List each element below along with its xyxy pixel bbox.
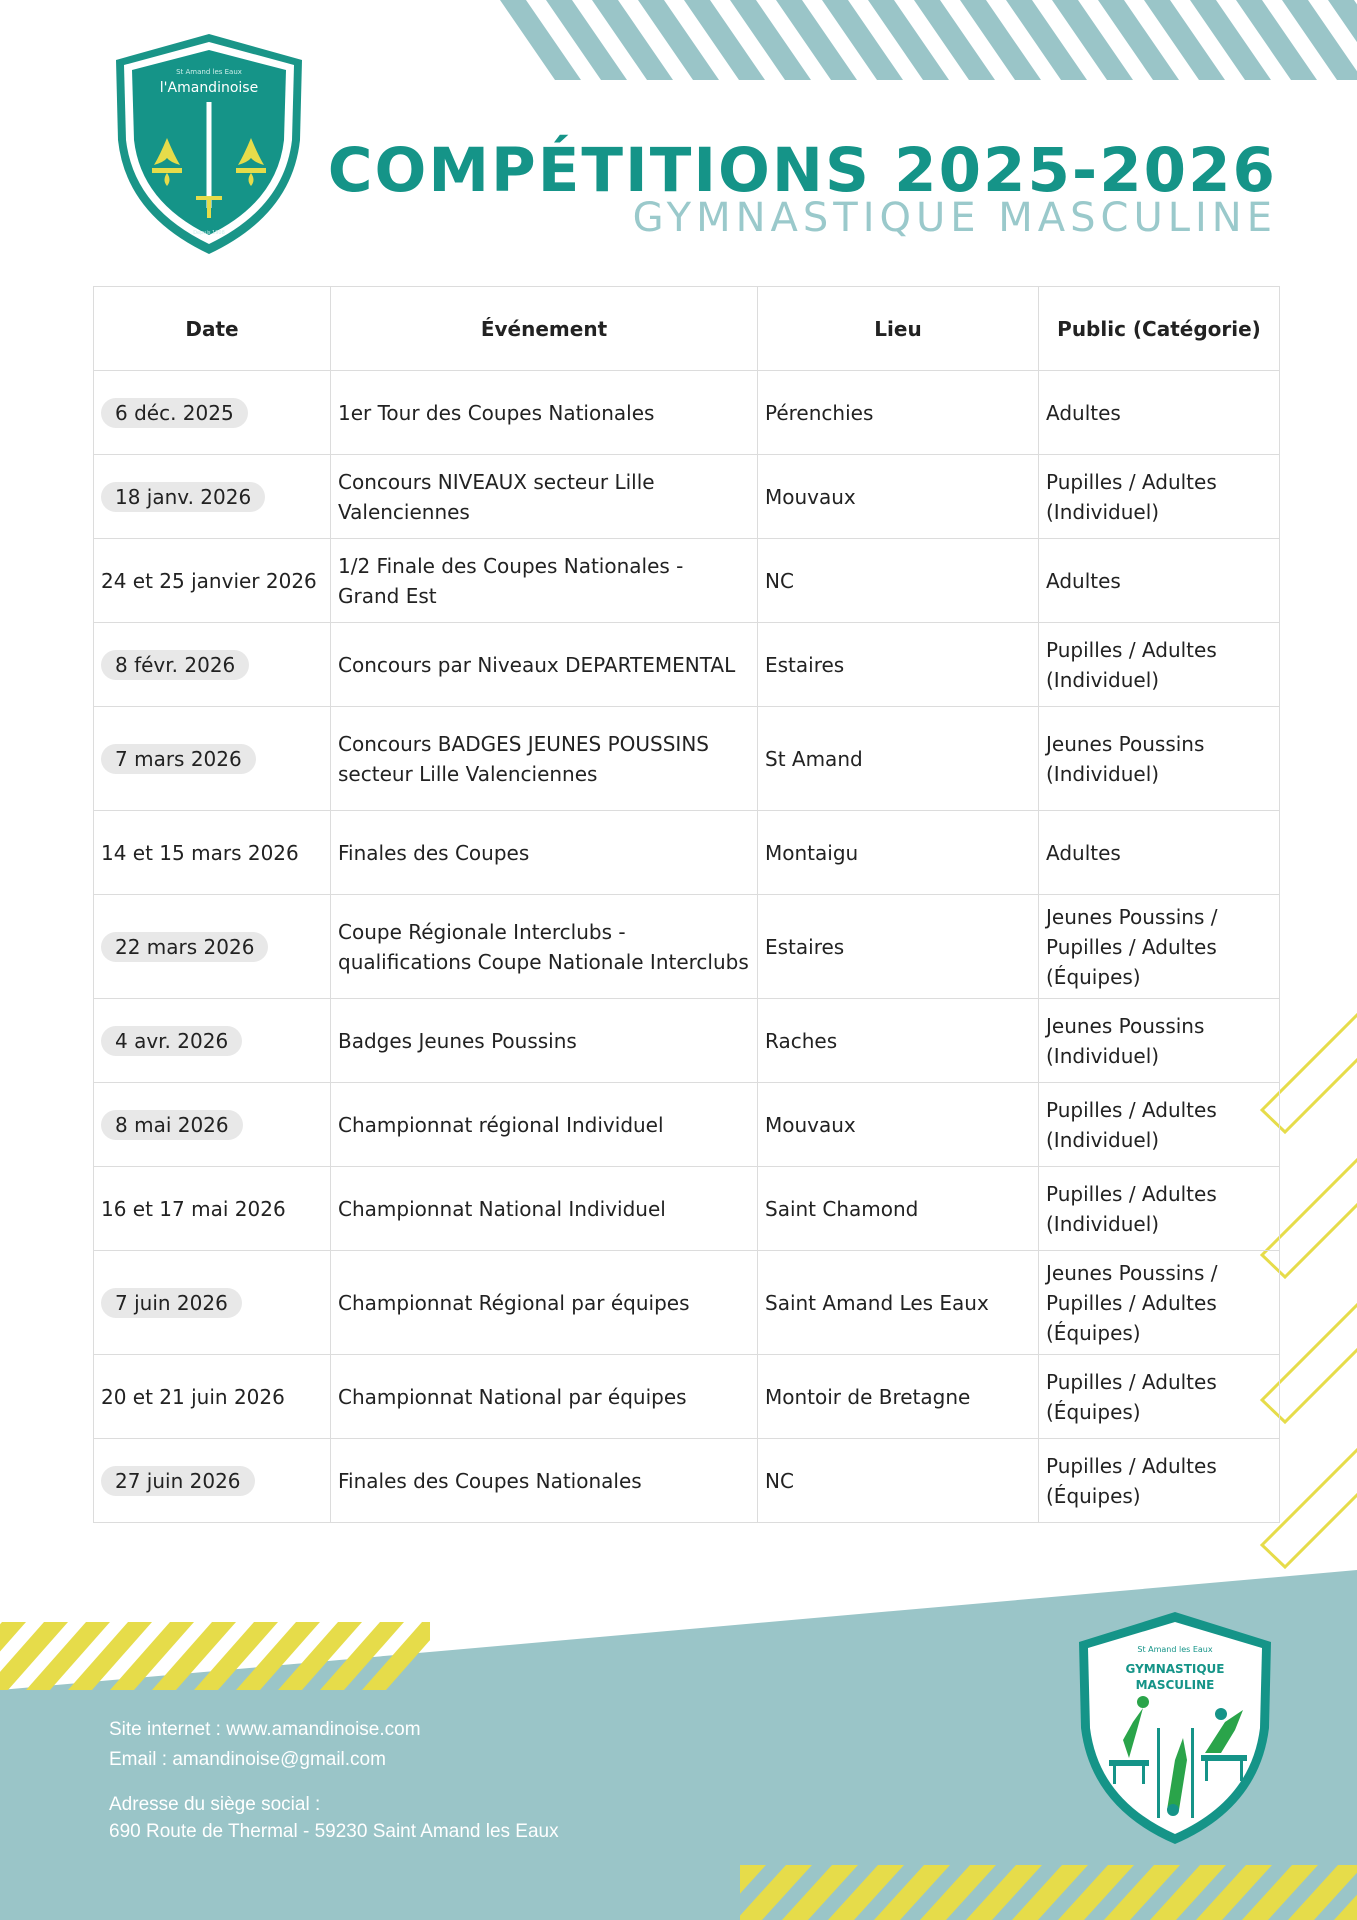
date-text: 8 mai 2026 <box>101 1110 243 1140</box>
competitions-table <box>93 286 1280 1523</box>
table-row <box>94 895 1280 999</box>
cell-place: Montaigu <box>758 811 1039 895</box>
date-text: 6 déc. 2025 <box>101 398 248 428</box>
cell-date <box>94 895 331 999</box>
cell-event: 1/2 Finale des Coupes Nationales - Grand Est <box>331 539 758 623</box>
cell-event: Concours par Niveaux DEPARTEMENTAL <box>331 623 758 707</box>
date-text: 7 juin 2026 <box>101 1288 242 1318</box>
cell-place: Pérenchies <box>758 371 1039 455</box>
cell-event: Championnat National Individuel <box>331 1167 758 1251</box>
cell-place: Montoir de Bretagne <box>758 1355 1039 1439</box>
date-text: 24 et 25 janvier 2026 <box>101 568 317 593</box>
cell-place: NC <box>758 1439 1039 1523</box>
table-header-row <box>94 287 1280 371</box>
cell-date <box>94 999 331 1083</box>
cell-event: Concours NIVEAUX secteur Lille Valenciennes <box>331 455 758 539</box>
logo-bottom-top-text: St Amand les Eaux <box>1137 1645 1213 1654</box>
table-row <box>94 1439 1280 1523</box>
table-row <box>94 1167 1280 1251</box>
cell-public: Pupilles / Adultes (Équipes) <box>1039 1439 1280 1523</box>
cell-event: Badges Jeunes Poussins <box>331 999 758 1083</box>
cell-public: Pupilles / Adultes (Individuel) <box>1039 1083 1280 1167</box>
logo-bottom-text: Depuis 1908 <box>193 230 225 236</box>
date-text: 18 janv. 2026 <box>101 482 265 512</box>
table-row <box>94 623 1280 707</box>
cell-date <box>94 1251 331 1355</box>
date-text: 20 et 21 juin 2026 <box>101 1384 285 1409</box>
logo-line-2: MASCULINE <box>1135 1678 1215 1692</box>
footer-address: 690 Route de Thermal - 59230 Saint Amand les Eaux <box>109 1821 559 1842</box>
cell-place: St Amand <box>758 707 1039 811</box>
cell-public: Pupilles / Adultes (Individuel) <box>1039 623 1280 707</box>
cell-public: Pupilles / Adultes (Individuel) <box>1039 1167 1280 1251</box>
footer-address-label: Adresse du siège social : <box>109 1794 321 1815</box>
page-subtitle: GYMNASTIQUE MASCULINE <box>632 195 1277 241</box>
table-row <box>94 999 1280 1083</box>
cell-place: Estaires <box>758 623 1039 707</box>
table-row <box>94 1083 1280 1167</box>
column-header-place: Lieu <box>758 287 1039 371</box>
table-row <box>94 371 1280 455</box>
cell-place: Saint Chamond <box>758 1167 1039 1251</box>
cell-public: Pupilles / Adultes (Équipes) <box>1039 1355 1280 1439</box>
date-text: 4 avr. 2026 <box>101 1026 242 1056</box>
cell-public: Pupilles / Adultes (Individuel) <box>1039 455 1280 539</box>
cell-event: Coupe Régionale Interclubs - qualifications Coupe Nationale Interclubs <box>331 895 758 999</box>
table-row <box>94 1251 1280 1355</box>
cell-date <box>94 707 331 811</box>
cell-place: Raches <box>758 999 1039 1083</box>
table-row <box>94 455 1280 539</box>
cell-public: Jeunes Poussins (Individuel) <box>1039 707 1280 811</box>
gymnastics-logo <box>1075 1610 1275 1846</box>
cell-public: Adultes <box>1039 811 1280 895</box>
cell-public: Adultes <box>1039 371 1280 455</box>
cell-place: NC <box>758 539 1039 623</box>
club-logo <box>112 30 306 258</box>
logo-top-text: St Amand les Eaux <box>176 68 242 76</box>
column-header-event: Événement <box>331 287 758 371</box>
date-text: 14 et 15 mars 2026 <box>101 840 299 865</box>
footer-website: Site internet : www.amandinoise.com <box>109 1719 421 1740</box>
cell-event: Finales des Coupes <box>331 811 758 895</box>
top-stripes-decoration <box>500 0 1357 82</box>
cell-date <box>94 371 331 455</box>
cell-public: Jeunes Poussins / Pupilles / Adultes (Équipes) <box>1039 1251 1280 1355</box>
cell-event: Championnat régional Individuel <box>331 1083 758 1167</box>
date-text: 7 mars 2026 <box>101 744 256 774</box>
column-header-date: Date <box>94 287 331 371</box>
cell-place: Estaires <box>758 895 1039 999</box>
footer-email: Email : amandinoise@gmail.com <box>109 1749 386 1770</box>
cell-event: Concours BADGES JEUNES POUSSINS secteur Lille Valenciennes <box>331 707 758 811</box>
cell-place: Mouvaux <box>758 1083 1039 1167</box>
table-row <box>94 1355 1280 1439</box>
cell-date <box>94 1167 331 1251</box>
cell-date <box>94 811 331 895</box>
cell-place: Saint Amand Les Eaux <box>758 1251 1039 1355</box>
date-text: 27 juin 2026 <box>101 1466 255 1496</box>
cell-date <box>94 1355 331 1439</box>
date-text: 22 mars 2026 <box>101 932 268 962</box>
table-row <box>94 539 1280 623</box>
cell-public: Jeunes Poussins / Pupilles / Adultes (Équipes) <box>1039 895 1280 999</box>
cell-event: Championnat National par équipes <box>331 1355 758 1439</box>
cell-event: Championnat Régional par équipes <box>331 1251 758 1355</box>
table-row <box>94 707 1280 811</box>
cell-place: Mouvaux <box>758 455 1039 539</box>
cell-date <box>94 455 331 539</box>
page-title: COMPÉTITIONS 2025-2026 <box>327 135 1277 206</box>
cell-public: Adultes <box>1039 539 1280 623</box>
cell-event: Finales des Coupes Nationales <box>331 1439 758 1523</box>
cell-date <box>94 1439 331 1523</box>
date-text: 16 et 17 mai 2026 <box>101 1196 286 1221</box>
logo-club-name: l'Amandinoise <box>159 80 259 96</box>
table-row <box>94 811 1280 895</box>
cell-date <box>94 539 331 623</box>
column-header-public: Public (Catégorie) <box>1039 287 1280 371</box>
date-text: 8 févr. 2026 <box>101 650 249 680</box>
cell-public: Jeunes Poussins (Individuel) <box>1039 999 1280 1083</box>
logo-line-1: GYMNASTIQUE <box>1125 1662 1225 1676</box>
cell-date <box>94 1083 331 1167</box>
cell-date <box>94 623 331 707</box>
cell-event: 1er Tour des Coupes Nationales <box>331 371 758 455</box>
